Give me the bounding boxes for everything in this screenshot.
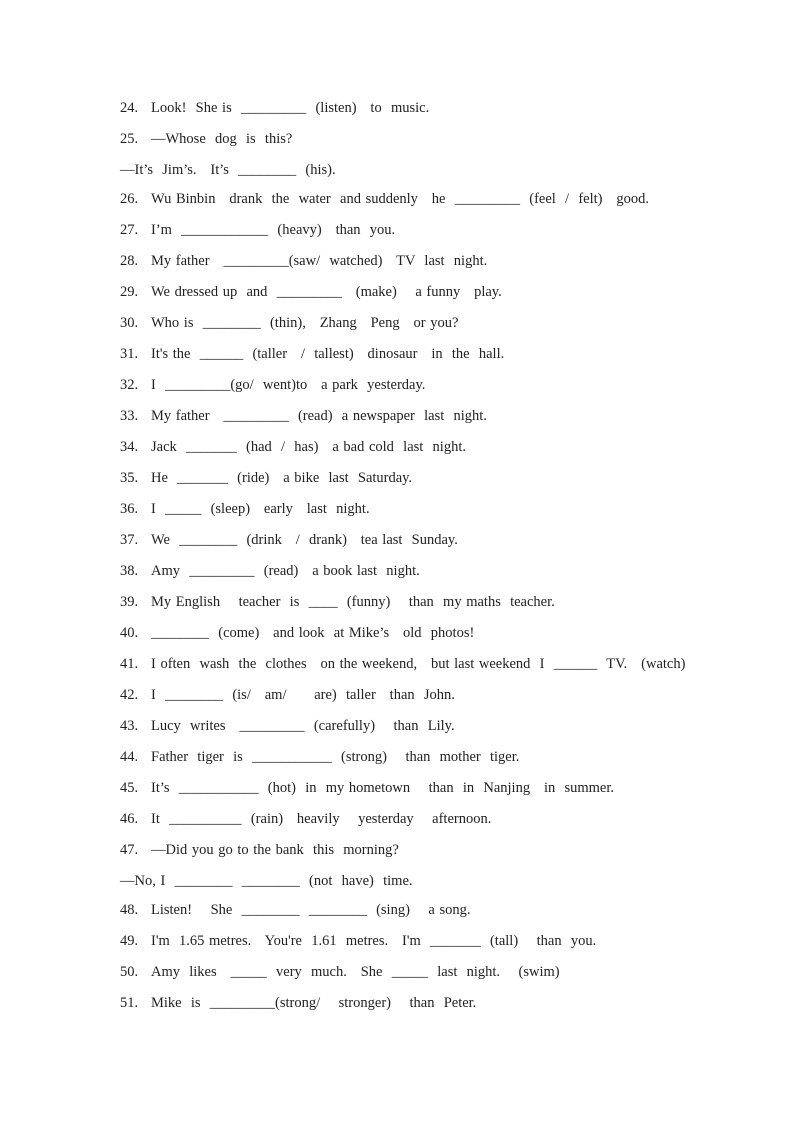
item-number: 51. bbox=[120, 995, 139, 1011]
exercise-item bbox=[0, 215, 794, 246]
item-number: 49. bbox=[120, 933, 139, 949]
item-number: 33. bbox=[120, 408, 139, 424]
item-number: 25. bbox=[120, 131, 139, 147]
item-number: 42. bbox=[120, 687, 139, 703]
item-text: It’s ___________ (hot) in my hometown than in Nanjing in summer. bbox=[151, 780, 615, 796]
item-text: —Whose dog is this? bbox=[151, 131, 293, 147]
exercise-item bbox=[0, 649, 794, 680]
exercise-item bbox=[0, 835, 794, 866]
exercise-item bbox=[0, 339, 794, 370]
item-number: 44. bbox=[120, 749, 139, 765]
exercise-item-continuation bbox=[0, 866, 794, 895]
item-number: 48. bbox=[120, 902, 139, 918]
item-number: 35. bbox=[120, 470, 139, 486]
exercise-item bbox=[0, 432, 794, 463]
item-number: 26. bbox=[120, 191, 139, 207]
exercise-item bbox=[0, 525, 794, 556]
exercise-item bbox=[0, 804, 794, 835]
item-text: Amy likes _____ very much. She _____ last night. (swim) bbox=[151, 964, 560, 980]
item-text: Father tiger is ___________ (strong) than mother tiger. bbox=[151, 749, 520, 765]
exercise-item bbox=[0, 618, 794, 649]
item-text: We ________ (drink / drank) tea last Sunday. bbox=[151, 532, 458, 548]
item-text: I _________(go/ went)to a park yesterday. bbox=[151, 377, 426, 393]
exercise-item bbox=[0, 124, 794, 155]
item-number: 43. bbox=[120, 718, 139, 734]
item-text: —No, I ________ ________ (not have) time. bbox=[120, 873, 413, 889]
item-number: 30. bbox=[120, 315, 139, 331]
exercise-item bbox=[0, 680, 794, 711]
item-text: My English teacher is ____ (funny) than my maths teacher. bbox=[151, 594, 555, 610]
item-number: 36. bbox=[120, 501, 139, 517]
item-number: 41. bbox=[120, 656, 139, 672]
item-number: 38. bbox=[120, 563, 139, 579]
item-number: 34. bbox=[120, 439, 139, 455]
item-number: 27. bbox=[120, 222, 139, 238]
exercise-item bbox=[0, 246, 794, 277]
item-text: He _______ (ride) a bike last Saturday. bbox=[151, 470, 413, 486]
exercise-item bbox=[0, 988, 794, 1019]
item-text: Wu Binbin drank the water and suddenly he _________ (feel / felt) good. bbox=[151, 191, 649, 207]
item-number: 28. bbox=[120, 253, 139, 269]
item-text: I _____ (sleep) early last night. bbox=[151, 501, 370, 517]
exercise-item bbox=[0, 587, 794, 618]
item-text: —Did you go to the bank this morning? bbox=[151, 842, 399, 858]
item-text: My father _________(saw/ watched) TV last night. bbox=[151, 253, 488, 269]
item-text: It's the ______ (taller / tallest) dinosaur in the hall. bbox=[151, 346, 505, 362]
item-number: 24. bbox=[120, 100, 139, 116]
exercise-item bbox=[0, 556, 794, 587]
exercise-item bbox=[0, 773, 794, 804]
item-text: Lucy writes _________ (carefully) than Lily. bbox=[151, 718, 455, 734]
item-text: I often wash the clothes on the weekend, but last weekend I ______ TV. (watch) bbox=[151, 656, 686, 672]
item-number: 47. bbox=[120, 842, 139, 858]
exercise-list bbox=[0, 93, 794, 1019]
exercise-item bbox=[0, 401, 794, 432]
exercise-item bbox=[0, 494, 794, 525]
exercise-item bbox=[0, 895, 794, 926]
exercise-item bbox=[0, 926, 794, 957]
item-text: Listen! She ________ ________ (sing) a song. bbox=[151, 902, 471, 918]
item-number: 39. bbox=[120, 594, 139, 610]
item-text: —It’s Jim’s. It’s ________ (his). bbox=[120, 162, 336, 178]
item-text: My father _________ (read) a newspaper last night. bbox=[151, 408, 487, 424]
item-text: Amy _________ (read) a book last night. bbox=[151, 563, 420, 579]
item-text: Mike is _________(strong/ stronger) than Peter. bbox=[151, 995, 477, 1011]
exercise-item bbox=[0, 93, 794, 124]
item-text: I’m ____________ (heavy) than you. bbox=[151, 222, 396, 238]
exercise-item bbox=[0, 463, 794, 494]
exercise-item bbox=[0, 277, 794, 308]
item-number: 45. bbox=[120, 780, 139, 796]
item-number: 32. bbox=[120, 377, 139, 393]
item-text: ________ (come) and look at Mike’s old photos! bbox=[151, 625, 475, 641]
exercise-item-continuation bbox=[0, 155, 794, 184]
item-text: I'm 1.65 metres. You're 1.61 metres. I'm _______ (tall) than you. bbox=[151, 933, 597, 949]
exercise-item bbox=[0, 370, 794, 401]
item-text: Look! She is _________ (listen) to music. bbox=[151, 100, 430, 116]
item-number: 29. bbox=[120, 284, 139, 300]
exercise-item bbox=[0, 742, 794, 773]
exercise-item bbox=[0, 308, 794, 339]
item-text: It __________ (rain) heavily yesterday afternoon. bbox=[151, 811, 492, 827]
item-text: I ________ (is/ am/ are) taller than John. bbox=[151, 687, 455, 703]
exercise-item bbox=[0, 184, 794, 215]
exercise-item bbox=[0, 711, 794, 742]
item-number: 37. bbox=[120, 532, 139, 548]
item-text: Who is ________ (thin), Zhang Peng or you? bbox=[151, 315, 459, 331]
item-number: 40. bbox=[120, 625, 139, 641]
item-number: 31. bbox=[120, 346, 139, 362]
item-number: 46. bbox=[120, 811, 139, 827]
item-text: We dressed up and _________ (make) a funny play. bbox=[151, 284, 502, 300]
exercise-item bbox=[0, 957, 794, 988]
item-text: Jack _______ (had / has) a bad cold last night. bbox=[151, 439, 466, 455]
item-number: 50. bbox=[120, 964, 139, 980]
